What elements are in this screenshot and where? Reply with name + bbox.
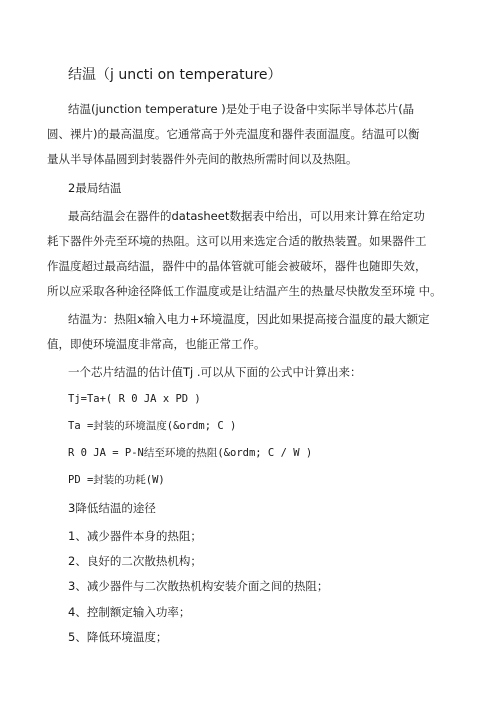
list-item: 2、良好的二次散热机构； [68,554,202,568]
list-item: 4、控制额定输入功率； [68,605,191,619]
paragraph-line: 圆、裸片)的最高温度。它通常高于外壳温度和器件表面温度。结温可以衡 [47,127,420,141]
page-title: 结温（j uncti on temperature） [68,67,282,83]
paragraph-line: 值，即使环境温度非常高，也能正常工作。 [47,337,266,351]
section-heading: 3降低结温的途径 [68,501,156,515]
paragraph-line: 结温(junction temperature )是处于电子设备中实际半导体芯片(晶 [68,102,415,116]
section-heading: 2最局结温 [68,181,122,195]
paragraph-line: 量从半导体晶圆到封装器件外壳间的散热所需时间以及热阻。 [47,152,358,166]
formula-line: Ta =封装的环境温度(&ordm; C ) [68,420,237,432]
paragraph-line: 耗下器件外壳至环境的热阻。这可以用来选定合适的散热装置。如果器件工 [47,234,427,248]
list-item: 1、减少器件本身的热阻； [68,529,202,543]
list-item: 5、降低环境温度； [68,630,168,644]
formula-line: PD =封装的功耗(W) [68,474,165,486]
paragraph-line: 作温度超过最高结温，器件中的晶体管就可能会被破坏，器件也随即失效， [47,259,427,273]
paragraph-line: 所以应采取各种途径降低工作温度或是让结温产生的热量尽快散发至环境 中。 [47,284,442,298]
formula-line: Tj=Ta+( R 0 JA x PD ) [68,393,201,405]
paragraph-line: 最高结温会在器件的datasheet数据表中给出，可以用来计算在给定功 [68,209,425,223]
paragraph-line: 一个芯片结温的估计值Tj .可以从下面的公式中计算出来： [68,365,362,379]
formula-line: R 0 JA = P-N结至环境的热阻(&ordm; C / W ) [68,447,313,459]
paragraph-line: 结温为：热阻x输入电力+环境温度，因此如果提高接合温度的最大额定 [68,312,430,326]
list-item: 3、减少器件与二次散热机构安装介面之间的热阻； [68,579,329,593]
